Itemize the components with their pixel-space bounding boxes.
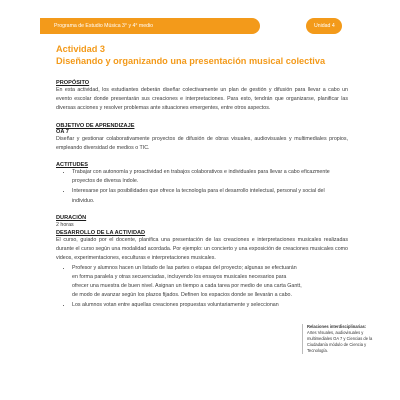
duracion-value: 2 horas xyxy=(56,221,74,228)
unit-label: Unidad 4 xyxy=(314,23,335,29)
interdisciplinary-callout xyxy=(302,324,373,354)
duracion-heading: DURACIÓN xyxy=(56,214,87,221)
actitudes-list xyxy=(56,168,348,206)
objetivo-heading: OBJETIVO DE APRENDIZAJE xyxy=(56,122,135,129)
actitudes-heading: ACTITUDES xyxy=(56,162,89,169)
list-item: • Profesor y alumnos hacen un listado de las partes o etapas del proyecto; algunas se efectuarán en forma paralela y otras secuenciadas, incluyendo los ensayos musicales necesarios para ofrecer una muestra de buen nivel. Asignan un tiempo a cada tarea por medio de una carta Gantt, de modo de avanzar según los plazos fijados. Definen los espacios donde se llevarán a cabo. xyxy=(72,264,304,301)
desarrollo-heading: DESARROLLO DE LA ACTIVIDAD xyxy=(56,230,146,237)
unit-badge xyxy=(306,18,342,34)
program-title-badge xyxy=(40,18,260,34)
callout-title: Relaciones interdisciplinarias: xyxy=(307,324,367,329)
list-item: • Interesarse por las posibilidades que ofrece la tecnología para el desarrollo intelectual, personal y social del individuo. xyxy=(72,187,348,205)
list-item: • Trabajar con autonomía y proactividad en trabajos colaborativos e individuales para llevar a cabo eficazmente proyectos de diversa índole. xyxy=(72,168,348,186)
desarrollo-list xyxy=(56,264,304,311)
objetivo-text: Diseñar y gestionar colaborativamente proyectos de difusión de obras visuales, audiovisuales y multimediales propios, empleando diversidad de medios o TIC. xyxy=(56,135,348,151)
page-header xyxy=(0,0,400,44)
activity-number: Actividad 3 xyxy=(56,44,106,54)
activity-title: Diseñando y organizando una presentación musical colectiva xyxy=(56,56,326,66)
program-title: Programa de Estudio Música 3° y 4° medio xyxy=(54,23,154,29)
callout-text: Artes Visuales, audiovisuales y multimediales OA 7 y Ciencias de la Ciudadanía módulo de Ciencia y Tecnología. xyxy=(307,330,373,353)
document-body xyxy=(56,44,348,312)
proposito-heading: PROPÓSITO xyxy=(56,80,90,86)
proposito-text: En esta actividad, los estudiantes deberán diseñar colectivamente un plan de gestión y difusión para llevar a cabo un evento escolar donde presentarán sus creaciones e interpretaciones. Para esto, tendrán que organizarse, planificar las diversas acciones y resolver problemas ante situaciones emergentes, entre otros aspectos. xyxy=(56,87,348,112)
desarrollo-text: El curso, guiado por el docente, planifica una presentación de las creaciones e interpretaciones musicales realizadas durante el curso según una modalidad acordada. Por ejemplo: un concierto y una exposición de creaciones musicales como videos, experimentaciones, esculturas e interpretaciones musicales. xyxy=(56,237,348,262)
oa-code: OA 7 xyxy=(56,128,69,135)
list-item: • Los alumnos votan entre aquellas creaciones propuestas voluntariamente y seleccionan xyxy=(72,301,304,310)
